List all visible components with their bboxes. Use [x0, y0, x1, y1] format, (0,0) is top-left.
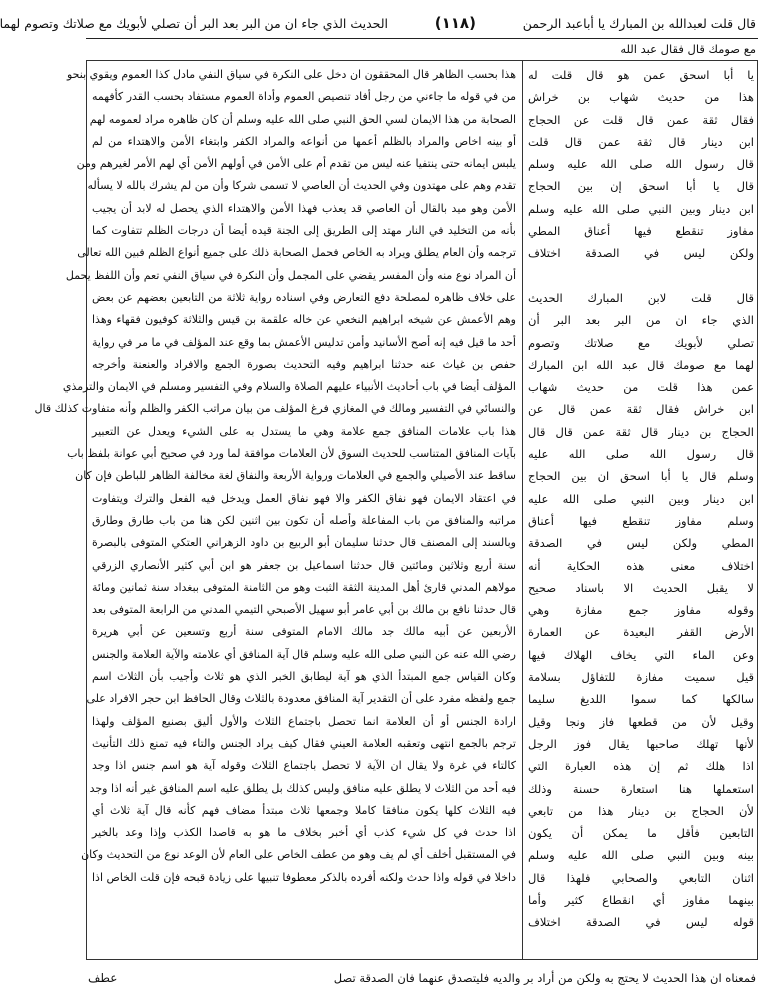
text-line: الأمن وهو ميد بالقال أن العاصي قد يعذب فهذا الأمن والاهتداء الذي يحصل له لابد أن يجيب — [92, 201, 516, 215]
text-line: وقوله مفاوز جمع مفازة وهي — [528, 603, 754, 618]
text-line: استعملها هنا استعارة حسنة وذلك — [528, 781, 754, 796]
text-line: قال رسول الله صلى الله عليه وسلم — [528, 157, 754, 172]
text-line: ابن خراش فقال ثقة عمن قال عن — [528, 402, 754, 417]
text-line: تقدم وهم على مهتدون وفي الحديث أن العاصي لا تسمى شركا وأن من لم يشرك بالله لا يسأله — [87, 179, 516, 193]
text-line: ابن دينار وبين النبي صلى الله عليه وسلم — [528, 201, 754, 216]
text-line: وعن الماء التي يخاف الهلاك فيها — [528, 647, 754, 662]
text-line: مفاوز تنقطع فيها أعناق المطي — [528, 224, 754, 239]
text-line: وقيل لأن من قطعها فاز ونجا وقيل — [528, 714, 754, 729]
text-line: داخلا في قوله واذا حدث ولكنه أفرده بالذكر معطوفا تنبيها على زيادة قبحه فإن قلت الخاص اذا — [92, 870, 516, 884]
text-line: قيل سميت مفازة للتفاؤل بسلامة — [528, 670, 754, 685]
footer-text: فمعناه ان هذا الحديث لا يحتج به ولكن من أراد بر والديه فليتصدق عنهما فان الصدقة تصل — [333, 971, 756, 985]
text-line: وكان القياس جمع المبتدأ الذي هو آية ليطابق الخبر الذي هو ثلاث وأجيب بأن الثلاث اسم — [92, 670, 516, 684]
text-line: لأنها تهلك صاحبها يقال فوز الرجل — [528, 736, 754, 751]
text-line: هذا من حديث شهاب بن خراش — [528, 90, 754, 105]
text-line: ترجمه وأن العام يطلق ويراد به الخاص فحمل الصحابة ذلك على جميع أنواع الظلم فبين الله تعالى — [77, 246, 516, 260]
text-line: رضي الله عنه عن النبي صلى الله عليه وسلم قال آية المنافق أي علامته والآية العلامة والجنس — [92, 647, 516, 661]
text-line: قوله ليس في الصدقة اختلاف — [528, 915, 754, 930]
text-line: مراتبه والمنافق من باب المفاعلة وأصله أن تكون بين اثنين لكن هنا من باب طارق وطارق — [92, 513, 516, 527]
text-line: التابعين فأقل ما يمكن أن يكون — [528, 826, 754, 841]
text-line: حفص بن غياث عنه حدثنا ابراهيم وفيه التحديث بصورة الجمع والافراد والعنعنة وأخرجه — [92, 357, 516, 371]
text-line: أو بينه اخاص والمراد بالظلم أعمها من أنواعه والمراد الكفر وابتغاء الأمن والاهتداء من لم — [92, 134, 516, 148]
side-intro-line: مع صومك قال فقال عبد الله — [620, 42, 756, 56]
main-commentary-column — [34, 64, 516, 956]
text-line: عمن هذا قلت من حديث شهاب — [528, 380, 754, 395]
text-line: هذا باب علامات المنافق جمع علامة وهي ما يستدل به على الشيء ويعدل عن التعبير — [92, 424, 516, 438]
page-header — [0, 10, 756, 36]
text-line: ترجم بالجمع انتهى وتعقبه العلامة العيني فقال كيف يراد الجنس والتاء فيه تمنع ذلك التأنيث — [92, 736, 516, 750]
text-line: الأربعين عن أبيه مالك جد مالك الامام المتوفى سنة أربع وتسعين عن أبي هريرة — [92, 625, 516, 639]
header-right-text: قال قلت لعبدالله بن المبارك يا أباعبد الرحمن — [522, 15, 756, 31]
text-line: لأن الحجاج بن دينار هذا من تابعي — [528, 803, 754, 818]
text-line: قال رسول الله صلى الله عليه — [528, 447, 754, 462]
text-line: سنة أربع وثلاثين ومائتين قال حدثنا اسماعيل بن جعفر هو ابن أبي كثير الأنصاري الزرقي — [92, 558, 516, 572]
text-line: قال حدثنا نافع بن مالك بن أبي عامر أبو سهيل الأصبحي التيمي المدني من الرابعة المتوفى بعد — [91, 603, 516, 617]
text-line: وبالسند إلى المصنف قال حدثنا سليمان أبو الربيع بن داود الزهراني العتكي المتوفى بالبصرة — [92, 536, 516, 550]
text-line: فيه الثلاث كلها يكون منافقا كاملا وجمعها ثلاث مبتدأ مضاف فهم كأنه قال آية ثلاث أي — [92, 803, 516, 817]
text-line: ولكن ليس في الصدقة اختلاف — [528, 246, 754, 261]
column-divider — [522, 60, 523, 960]
page-number: (١١٨) — [434, 14, 476, 32]
text-line: لهما مع صومك قال عبد الله ابن المبارك — [528, 357, 754, 372]
text-line: سالكها كما سموا اللديغ سليما — [528, 692, 754, 707]
text-line: كالتاء في غرة ولا يقال ان الآية لا تحصل باجتماع الثلاث وقوله آية هو اسم جنس اذا وجد — [92, 759, 516, 773]
text-line: اذا هلك ثم إن هذه العبارة التي — [528, 759, 754, 774]
text-line: بينهما مفاوز أي انقطاع كثير وأما — [528, 892, 754, 907]
text-line: الصحابة من هذا الايمان لسي الحق النبي صلى الله عليه وسلم أن كان ظاهره مراد لعمومه لهم — [89, 112, 516, 126]
text-line: فقال ثقة عمن قال قلت عن الحجاج — [528, 112, 754, 127]
text-line: الحجاج بن دينار قال ثقة عمن قال قال — [528, 424, 754, 439]
text-line: الذي جاء ان من البر بعد البر أن — [528, 313, 754, 328]
text-line: في المستقبل أخلف أي لم يف وهو من عطف الخاص على العام لأن الوعد نوع من التحديث وكان — [81, 848, 516, 862]
text-line: ابن دينار وبين النبي صلى الله عليه — [528, 491, 754, 506]
text-line: يلبس ايمانه حتى ينتفيا عنه ليس من تقدم أم على الأمن في أولهم الأمن أي لهم الأمر لغيرهم ومن — [76, 157, 516, 171]
text-line: وسلم مفاوز تنقطع فيها أعناق — [528, 513, 754, 528]
text-line: هذا بحسب الظاهر قال المحققون ان دخل على النكرة في سياق النفي مادل كذا العموم ويقوي بنحو — [66, 68, 516, 81]
text-line: مولاهم المدني قارئ أهل المدينة الثقة الثبت وهو من الثامنة المتوفى ببغداد سنة ثمانين ومائة — [92, 580, 516, 594]
catchword: عطف — [88, 971, 118, 985]
text-line — [528, 265, 754, 287]
side-text-column — [528, 64, 754, 956]
text-line: اختلاف معنى هذه الحكاية أنه — [528, 558, 754, 573]
text-line: ارادة الجنس أو أن العلامة انما تحصل باجتماع الثلاث والأول أليق بصنيع المؤلف ولهذا — [92, 714, 516, 728]
text-line: ابن دينار قال ثقة عمن قال قلت — [528, 134, 754, 149]
text-line: قال قلت لابن المبارك الحديث — [528, 290, 754, 305]
text-line: لا يقبل الحديث الا باسناد صحيح — [528, 580, 754, 595]
text-line: تصلي لأبويك مع صلاتك وتصوم — [528, 335, 754, 350]
text-line: الأرض القفر البعيدة عن العمارة — [528, 625, 754, 640]
text-line: بأنه من التخليد في النار مهتد إلى الطريق إلى الجنة قيده أيضا أن درجات الظلم تتفاوت كما — [92, 224, 516, 238]
text-line: فيه أحد من الثلاث لا يطلق عليه منافق وليس كذلك بل يطلق عليه اسم المنافق غير أنه اذا وجد — [89, 781, 516, 795]
text-line: بآيات المنافق المتناسب للحديث السوق لأن العلامات موافقة لما ورد في صحيح أبي عوانة بلفظ باب — [67, 447, 516, 461]
text-line: في اعتقاد الايمان فهو نفاق الكفر والا فهو نفاق العمل ويدخل فيه الفعل والترك ويتفاوت — [92, 491, 516, 505]
text-line: وسلم قال يا أبا اسحق ان بين الحجاج — [528, 469, 754, 484]
text-line: أحد ما قيل فيه إنه أصح الأسانيد وأمن تدليس الأعمش بما وقع عند المؤلف في ما مر في رواية — [92, 335, 516, 349]
text-line: والنسائي في التفسير ومالك في المغازي فرغ المؤلف من بيان مراتب الكفر والظلم وأنه متفاوت كذلك قال — [34, 402, 516, 416]
text-line: المطي ولكن ليس في الصدقة — [528, 536, 754, 551]
text-line: ساقط عند الأصيلي والجمع في العلامات ورواية الأربعة والنفاق لغة مخالفة الظاهر للباطن فإن كان — [75, 469, 516, 483]
header-rule — [86, 38, 758, 39]
text-line: بينه وبين النبي صلى الله عليه وسلم — [528, 848, 754, 863]
text-line: على خلاف ظاهره لمصلحة دفع التعارض وفي اسناده رواية ثلاثة من التابعين بعضهم عن بعض — [92, 290, 516, 304]
text-line: اثنان التابعي والصحابي فلهذا قال — [528, 870, 754, 885]
text-line: أن المراد نوع منه وأن المفسر يقضي على المجمل وأن النكرة في سياق النفي تعم وأن اللفظ يحمل — [65, 268, 516, 282]
page-footer — [88, 966, 756, 990]
text-line: وهم الأعمش عن شيخه ابراهيم النخعي عن خاله علقمة بن قيس والثلاثة كوفيون فقهاء وهذا — [92, 313, 516, 327]
text-line: جمع ولفظه مفرد على أن التقدير آية المنافق معدودة بالثلاث وقال الحافظ ابن حجر الافراد على — [86, 692, 516, 706]
text-line: يا أبا اسحق عمن هو قال قلت له — [528, 68, 754, 82]
text-line: المؤلف أيضا في باب أحاديث الأنبياء عليهم الصلاة والسلام وفي التفسير ومسلم في الايمان والترمذي — [62, 380, 516, 394]
text-line: من في قوله ما جاءني من رجل أفاد تنصيص العموم وأداة العموم مستفاد بحسب القدر كأفهمه — [92, 90, 516, 104]
header-left-text: الحديث الذي جاء ان من البر بعد البر أن تصلي لأبويك مع صلاتك وتصوم لهما — [0, 15, 388, 31]
text-line: اذا حدث في كل شيء كذب أي أخبر بخلاف ما هو به قاصدا الكذب وإذا وعد بالخير — [92, 826, 516, 840]
text-line: قال يا أبا اسحق إن بين الحجاج — [528, 179, 754, 194]
